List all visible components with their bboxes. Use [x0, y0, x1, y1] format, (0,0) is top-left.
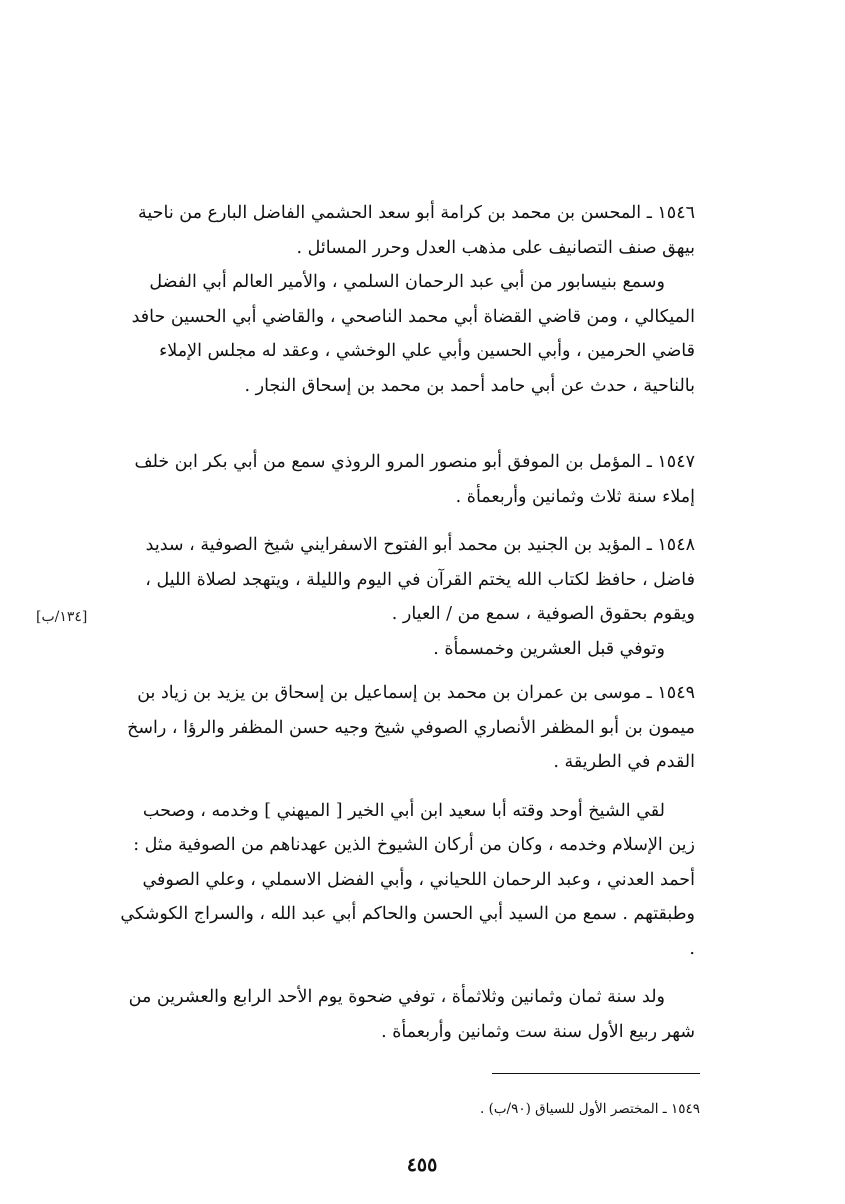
entry-1548	[120, 528, 695, 666]
entry-1547	[120, 445, 695, 514]
page-number: ٤٥٥	[406, 1154, 438, 1176]
entry-1546-body: وسمع بنيسابور من أبي عبد الرحمان السلمي ، والأمير العالم أبي الفضل الميكالي ، ومن قاضي القضاة أبي محمد الناصحي ، والقاضي أبي الحسين حافد قاضي الحرمين ، وأبي الحسين وأبي علي الوخشي ، وعقد له مجلس الإملاء بالناحية ، حدث عن أبي حامد أحمد بن محمد بن إسحاق النجار .	[131, 272, 695, 396]
entry-1549-heading: ١٥٤٩ ـ موسى بن عمران بن محمد بن إسماعيل بن إسحاق بن يزيد بن زياد بن ميمون بن أبو المظفر الأنصاري الصوفي شيخ وجيه حسن المظفر والرؤا ، راسخ القدم في الطريقة .	[127, 683, 695, 772]
entry-1549	[120, 676, 695, 1049]
footnote: ١٥٤٩ ـ المختصر الأول للسياق (٩٠/ب) .	[480, 1101, 700, 1117]
entry-1548-death: وتوفي قبل العشرين وخمسمأة .	[433, 638, 665, 659]
entry-1549-birth-death: ولد سنة ثمان وثمانين وثلاثمأة ، توفي ضحوة يوم الأحد الرابع والعشرين من شهر ربيع الأول سنة ست وثمانين وأربعمأة .	[128, 987, 695, 1042]
entry-1546-heading: ١٥٤٦ ـ المحسن بن محمد بن كرامة أبو سعد الحشمي الفاضل البارع من ناحية بيهق صنف التصانيف على مذهب العدل وحرر المسائل .	[138, 203, 695, 258]
entry-1547-heading: ١٥٤٧ ـ المؤمل بن الموفق أبو منصور المرو الروذي سمع من أبي بكر ابن خلف إملاء سنة ثلاث وثمانين وأربعمأة .	[134, 452, 695, 507]
manuscript-folio-reference: [١٣٤/ب]	[36, 609, 88, 625]
footnote-divider	[492, 1073, 700, 1074]
entry-1549-body: لقي الشيخ أوحد وقته أبا سعيد ابن أبي الخير [ الميهني ] وخدمه ، وصحب زين الإسلام وخدمه ، وكان من أركان الشيوخ الذين عهدناهم من الصوفية مثل : أحمد العدني ، وعبد الرحمان اللحياني ، وأبي الفضل الاسملي ، وعلي الصوفي وطبقتهم . سمع من السيد أبي الحسن والحاكم أبي عبد الله ، والسراج الكوشكي .	[120, 800, 695, 959]
entry-1546	[120, 196, 695, 403]
entry-1548-heading: ١٥٤٨ ـ المؤيد بن الجنيد بن محمد أبو الفتوح الاسفرايني شيخ الصوفية ، سديد فاضل ، حافظ لكتاب الله يختم القرآن في اليوم والليلة ، ويتهجد لصلاة الليل ، ويقوم بحقوق الصوفية ، سمع من / العيار .	[145, 535, 695, 624]
